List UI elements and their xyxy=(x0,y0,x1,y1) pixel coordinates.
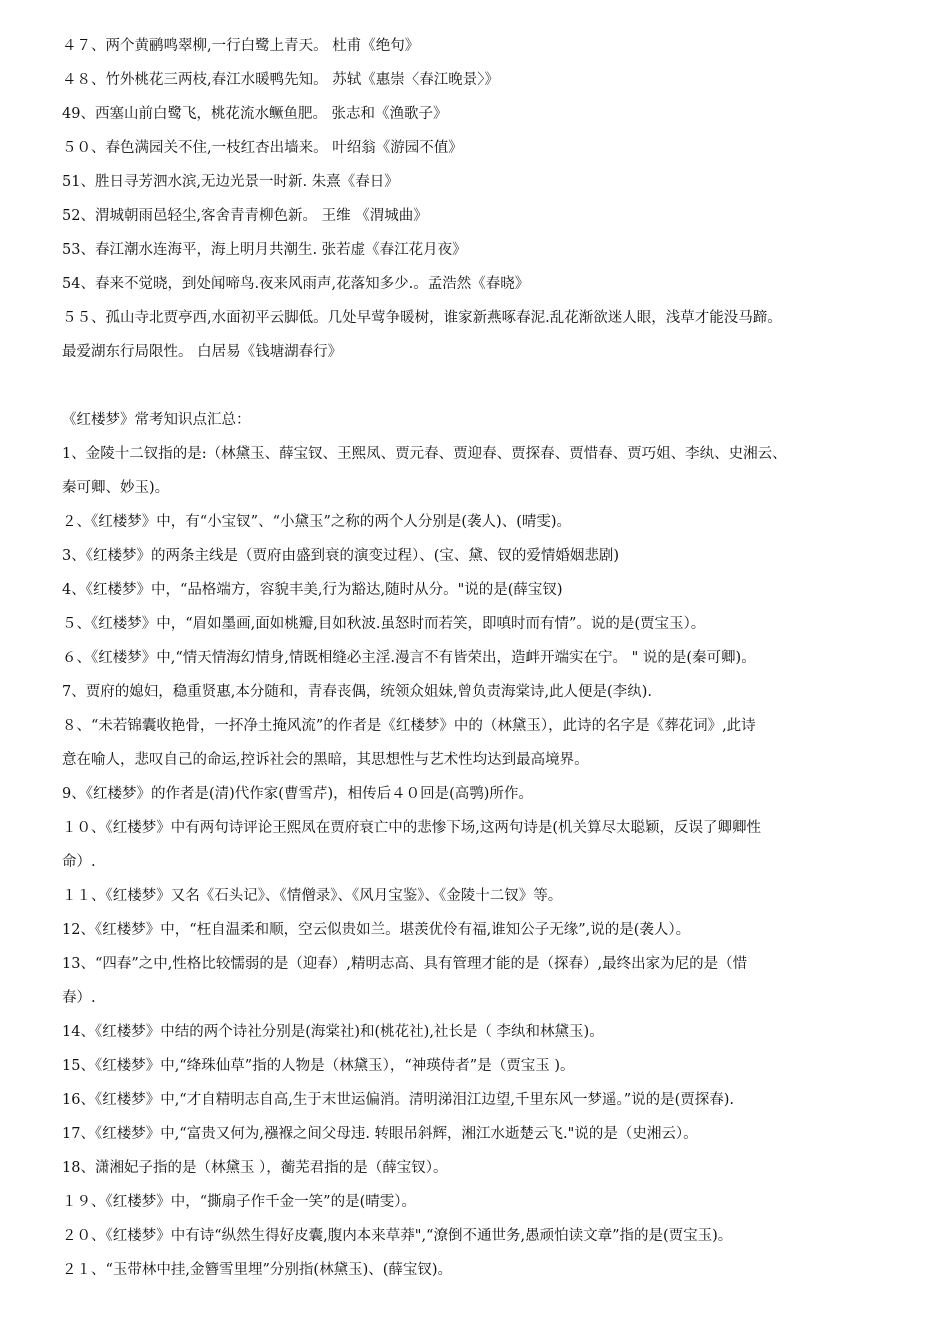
item-13: 13、“四春”之中,性格比较懦弱的是（迎春）,精明志高、具有管理才能的是（探春）,最终出家为尼的是（惜 xyxy=(62,956,748,972)
item-8: ８、“未若锦囊收艳骨，一抔净土掩风流”的作者是《红楼梦》中的（林黛玉），此诗的名字是《葬花词》,此诗 xyxy=(62,718,756,734)
poem-line-47: ４７、两个黄鹂鸣翠柳,一行白鹭上青天。 杜甫《绝句》 xyxy=(62,38,420,54)
poem-line-52: 52、渭城朝雨邑轻尘,客舍青青柳色新。 王维 《渭城曲》 xyxy=(62,208,428,224)
item-1: 1、金陵十二钗指的是:（林黛玉、薛宝钗、王熙凤、贾元春、贾迎春、贾探春、贾惜春、贾巧姐、李纨、史湘云、 xyxy=(62,446,787,462)
poem-line-55: ５５、孤山寺北贾亭西,水面初平云脚低。几处早莺争暖树，谁家新燕啄春泥.乱花渐欲迷人眼，浅草才能没马蹄。 xyxy=(62,310,782,326)
section-spacer xyxy=(62,374,912,408)
poem-line-54: 54、春来不觉晓，到处闻啼鸟.夜来风雨声,花落知多少.。孟浩然《春晓》 xyxy=(62,276,530,292)
item-10: １０、《红楼梦》中有两句诗评论王熙凤在贾府衰亡中的悲惨下场,这两句诗是(机关算尽太聪颖，反误了卿卿性 xyxy=(62,820,762,836)
document-page xyxy=(62,34,912,1292)
poem-line-51: 51、胜日寻芳泗水滨,无边光景一时新. 朱熹《春日》 xyxy=(62,174,399,190)
item-4: 4、《红楼梦》中，“品格端方，容貌丰美,行为豁达,随时从分。"说的是(薛宝钗) xyxy=(62,582,563,598)
item-7: 7、贾府的媳妇，稳重贤惠,本分随和，青春丧偶，统领众姐妹,曾负责海棠诗,此人便是(李纨). xyxy=(62,684,652,700)
item-5: ５、《红楼梦》中，“眉如墨画,面如桃瓣,目如秋波.虽怒时而若笑，即嗔时而有情”。说的是(贾宝玉）。 xyxy=(62,616,706,632)
item-13-continued: 春）. xyxy=(62,990,96,1006)
item-3: 3、《红楼梦》的两条主线是（贾府由盛到衰的演变过程）、(宝、黛、钗的爱情婚姻悲剧) xyxy=(62,548,620,564)
item-8-continued: 意在喻人，悲叹自己的命运,控诉社会的黑暗，其思想性与艺术性均达到最高境界。 xyxy=(62,752,589,768)
item-21: ２１、“玉带林中挂,金簪雪里埋”分别指(林黛玉)、(薛宝钗)。 xyxy=(62,1262,453,1278)
item-6: ６、《红楼梦》中,“情天情海幻情身,情既相缝必主淫.漫言不有皆荣出，造衅开端实在宁。 " 说的是(秦可卿)。 xyxy=(62,650,756,666)
item-2: ２、《红楼梦》中，有“小宝钗”、“小黛玉”之称的两个人分别是(袭人)、(晴雯)。 xyxy=(62,514,572,530)
item-18: 18、潇湘妃子指的是（林黛玉 ），蘅芜君指的是（薛宝钗）。 xyxy=(62,1160,448,1176)
item-1-continued: 秦可卿、妙玉)。 xyxy=(62,480,170,496)
item-17: 17、《红楼梦》中,“富贵又何为,襁褓之间父母违. 转眼吊斜辉，湘江水逝楚云飞."说的是（史湘云）。 xyxy=(62,1126,698,1142)
item-15: 15、《红楼梦》中,“绛珠仙草”指的人物是（林黛玉），“神瑛侍者”是（贾宝玉 )。 xyxy=(62,1058,575,1074)
poem-line-49: 49、西塞山前白鹭飞，桃花流水鳜鱼肥。 张志和《渔歌子》 xyxy=(62,106,448,122)
item-20: ２０、《红楼梦》中有诗“纵然生得好皮囊,腹内本来草莽",“潦倒不通世务,愚顽怕读文章”指的是(贾宝玉)。 xyxy=(62,1228,733,1244)
item-11: １１、《红楼梦》又名《石头记》、《情僧录》、《风月宝鉴》、《金陵十二钗》等。 xyxy=(62,888,563,904)
item-9: 9、《红楼梦》的作者是(清)代作家(曹雪芹)，相传后４０回是(高鹗)所作。 xyxy=(62,786,533,802)
item-10-continued: 命）. xyxy=(62,854,96,870)
section-title: 《红楼梦》常考知识点汇总： xyxy=(62,412,251,428)
poem-line-50: ５０、春色满园关不住,一枝红杏出墙来。 叶绍翁《游园不值》 xyxy=(62,140,463,156)
poem-line-48: ４８、竹外桃花三两枝,春江水暖鸭先知。 苏轼《惠崇〈春江晚景〉》 xyxy=(62,72,499,88)
item-12: 12、《红楼梦》中，“枉自温柔和顺，空云似贵如兰。堪羡优伶有福,谁知公子无缘”,说的是(袭人）。 xyxy=(62,922,691,938)
item-14: 14、《红楼梦》中结的两个诗社分别是(海棠社)和(桃花社),社长是（ 李纨和林黛玉)。 xyxy=(62,1024,604,1040)
poem-line-55-continued: 最爱湖东行局限性。 白居易《钱塘湖春行》 xyxy=(62,344,343,360)
item-19: １９、《红楼梦》中，“撕扇子作千金一笑”的是(晴雯）。 xyxy=(62,1194,416,1210)
poem-line-53: 53、春江潮水连海平，海上明月共潮生. 张若虚《春江花月夜》 xyxy=(62,242,467,258)
item-16: 16、《红楼梦》中,“才自精明志自高,生于末世运偏消。清明涕泪江边望,千里东风一梦遥。”说的是(贾探春). xyxy=(62,1092,735,1108)
